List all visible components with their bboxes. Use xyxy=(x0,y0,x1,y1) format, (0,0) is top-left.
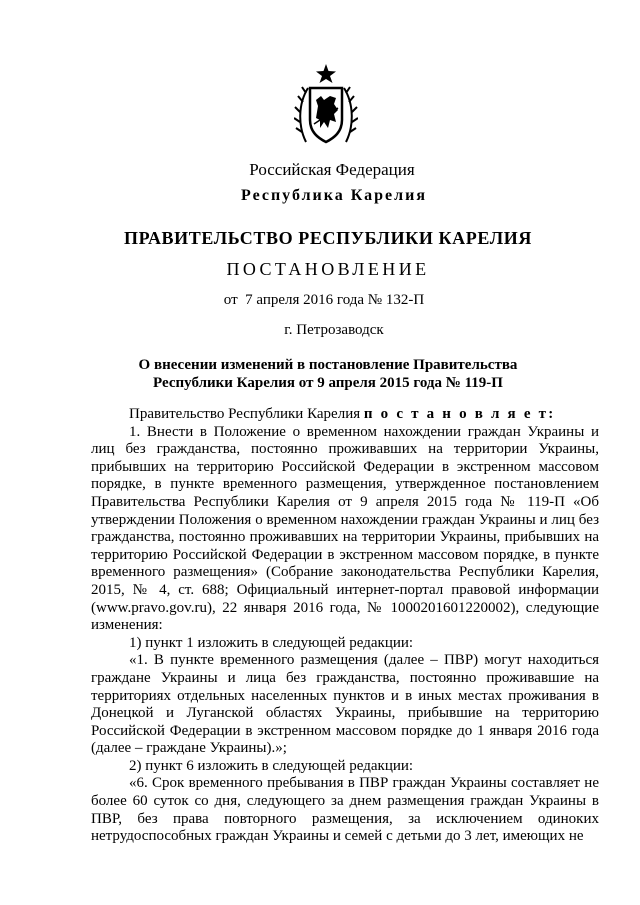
body-paragraph: «1. В пункте временного размещения (далее – ПВР) могут находиться граждане Украины и лица без гражданства, постоянно проживавшие на территориях отдельных населенных пунктов и в иных местах проживания в Донецкой и Луганской областях Украины, прибывшие на территорию Российской Федерации в экстренном массовом порядке до 1 января 2016 года (далее – граждане Украины).»; xyxy=(91,652,599,757)
republic-name: Республика Карелия xyxy=(241,187,427,204)
document-body xyxy=(91,406,599,846)
decree-verb: п о с т а н о в л я е т: xyxy=(363,406,556,422)
document-type: ПОСТАНОВЛЕНИЕ xyxy=(226,259,430,279)
document-title-line: О внесении изменений в постановление Правительства xyxy=(138,357,518,373)
document-title xyxy=(8,356,640,392)
document-city: г. Петрозаводск xyxy=(284,322,384,338)
karelia-coat-of-arms-icon xyxy=(294,62,358,150)
body-paragraph: 2) пункт 6 изложить в следующей редакции: xyxy=(129,757,414,774)
body-paragraph: 1) пункт 1 изложить в следующей редакции: xyxy=(129,634,414,651)
country-name: Российская Федерация xyxy=(249,160,415,179)
document-title-line: Республики Карелия от 9 апреля 2015 года № 119-П xyxy=(153,375,503,391)
body-paragraph: 1. Внести в Положение о временном нахождении граждан Украины и лиц без гражданства, постоянно проживавших на территории Украины, прибывших на территорию Российской Федерации в экстренном массовом порядке, в пункте временного размещения, утвержденное постановлением Правительства Республики Карелия от 9 апреля 2015 года № 119-П «Об утверждении Положения о временном нахождении граждан Украины и лиц без гражданства, постоянно проживавших на территории Украины, прибывших на территорию Российской Федерации в экстренном массовом порядке, в пункте временного размещения» (Собрание законодательства Республики Карелия, 2015, № 4, ст. 688; Официальный интернет-портал правовой информации (www.pravo.gov.ru), 22 января 2016 года, № 1000201601220002), следующие изменения: xyxy=(91,423,599,634)
fir-branch-right-icon xyxy=(344,87,358,142)
document-date: от 7 апреля 2016 года № 132-П xyxy=(223,292,425,308)
body-paragraph: «6. Срок временного пребывания в ПВР граждан Украины составляет не более 60 суток со дня, следующего за днем размещения граждан Украины в ПВР, без права повторного размещения, за исключением одиноких нетрудоспособных граждан Украины и семей с детьми до 3 лет, имеющих не xyxy=(91,775,599,845)
shield-icon xyxy=(310,88,342,142)
government-name: ПРАВИТЕЛЬСТВО РЕСПУБЛИКИ КАРЕЛИЯ xyxy=(124,228,532,248)
star-icon xyxy=(316,64,336,83)
fir-branch-left-icon xyxy=(294,87,308,142)
intro-text: Правительство Республики Карелия xyxy=(129,406,364,422)
intro-paragraph xyxy=(91,406,599,424)
